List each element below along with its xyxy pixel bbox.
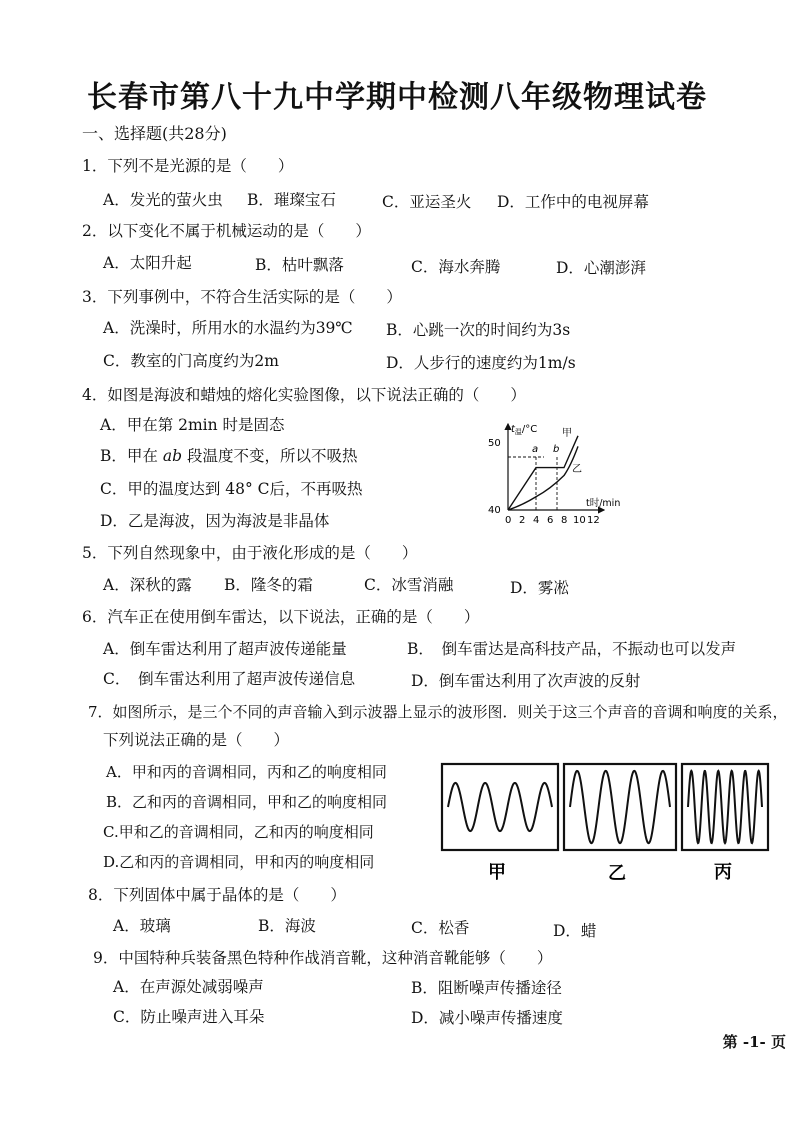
wave-label-yi: 乙 xyxy=(608,863,626,884)
curve-yi xyxy=(508,446,578,510)
graph-xtick-2: 2 xyxy=(519,515,526,526)
page-number: 第 -1- 页 xyxy=(722,1033,786,1051)
q5-option-d[interactable]: D．雾凇 xyxy=(510,579,569,597)
q4-option-b-segment: ab xyxy=(162,447,182,465)
graph-point-b: b xyxy=(553,444,560,455)
waveform-yi xyxy=(570,771,670,843)
q4-option-b-rest: 段温度不变，所以不吸热 xyxy=(186,447,358,465)
q9-option-b[interactable]: B．阻断噪声传播途径 xyxy=(411,979,562,997)
q6-option-d[interactable]: D．倒车雷达利用了次声波的反射 xyxy=(411,672,641,690)
q2-option-b[interactable]: B．枯叶飘落 xyxy=(255,256,344,274)
graph-xtick-12: 12 xyxy=(587,515,600,526)
graph-xtick-6: 6 xyxy=(547,515,554,526)
q4-option-b-prefix: B．甲在 xyxy=(100,447,158,465)
q5-option-a[interactable]: A．深秋的露 xyxy=(103,576,192,594)
graph-label-yi: 乙 xyxy=(572,464,582,475)
melting-graph xyxy=(486,418,636,530)
graph-label-jia: 甲 xyxy=(562,428,572,439)
q8-option-c[interactable]: C．松香 xyxy=(411,919,470,937)
question-6: 6．汽车正在使用倒车雷达，以下说法，正确的是（ ） xyxy=(82,608,480,626)
q4-option-c[interactable]: C．甲的温度达到 48° C后，不再吸热 xyxy=(100,480,363,498)
question-5: 5．下列自然现象中，由于液化形成的是（ ） xyxy=(82,544,418,562)
graph-xtick-4: 4 xyxy=(533,515,540,526)
question-7-line2: 下列说法正确的是（ ） xyxy=(103,731,290,749)
graph-xlabel: t时/min xyxy=(586,498,621,509)
q3-option-c[interactable]: C．教室的门高度约为2m xyxy=(103,352,279,370)
q4-option-b[interactable] xyxy=(100,444,357,466)
q6-option-c[interactable]: C． 倒车雷达利用了超声波传递信息 xyxy=(103,670,356,688)
graph-xtick-0: 0 xyxy=(505,515,512,526)
section-heading: 一、选择题(共28分) xyxy=(82,124,227,143)
q7-option-b[interactable]: B．乙和丙的音调相同，甲和乙的响度相同 xyxy=(106,793,388,811)
graph-xtick-8: 8 xyxy=(561,515,568,526)
q9-option-c[interactable]: C．防止噪声进入耳朵 xyxy=(113,1008,265,1026)
q2-option-d[interactable]: D．心潮澎湃 xyxy=(556,259,646,277)
q8-option-a[interactable]: A．玻璃 xyxy=(113,917,171,935)
waveform-jia xyxy=(448,783,552,831)
question-7: 7．如图所示，是三个不同的声音输入到示波器上显示的波形图．则关于这三个声音的音调和响度的关系， xyxy=(88,703,788,721)
page-title: 长春市第八十九中学期中检测八年级物理试卷 xyxy=(87,80,707,115)
question-2: 2．以下变化不属于机械运动的是（ ） xyxy=(82,222,371,240)
q4-option-a[interactable]: A．甲在第 2min 时是固态 xyxy=(100,416,285,434)
q7-option-d[interactable]: D.乙和丙的音调相同，甲和丙的响度相同 xyxy=(103,853,375,871)
q7-option-c[interactable]: C.甲和乙的音调相同，乙和丙的响度相同 xyxy=(103,823,374,841)
graph-ytick-50: 50 xyxy=(488,438,501,449)
q5-option-c[interactable]: C．冰雪消融 xyxy=(364,576,454,594)
q1-option-c[interactable]: C．亚运圣火 xyxy=(382,193,472,211)
question-8: 8．下列固体中属于晶体的是（ ） xyxy=(88,886,346,904)
q6-option-a[interactable]: A．倒车雷达利用了超声波传递能量 xyxy=(103,640,347,658)
q1-option-d[interactable]: D．工作中的电视屏幕 xyxy=(497,193,649,211)
q4-option-d[interactable]: D．乙是海波，因为海波是非晶体 xyxy=(100,512,330,530)
q9-option-a[interactable]: A．在声源处减弱噪声 xyxy=(113,978,264,996)
q8-option-d[interactable]: D．蜡 xyxy=(553,922,597,940)
question-9: 9．中国特种兵装备黑色特种作战消音靴，这种消音靴能够（ ） xyxy=(93,949,553,967)
q3-option-d[interactable]: D．人步行的速度约为1m/s xyxy=(386,354,576,372)
oscilloscope-waveforms xyxy=(440,762,772,884)
graph-ytick-40: 40 xyxy=(488,505,501,516)
graph-point-a: a xyxy=(532,444,539,455)
question-4: 4．如图是海波和蜡烛的熔化实验图像，以下说法正确的（ ） xyxy=(82,386,526,404)
q1-option-a[interactable]: A．发光的萤火虫 xyxy=(103,191,223,209)
q8-option-b[interactable]: B．海波 xyxy=(258,917,316,935)
q6-option-b[interactable]: B． 倒车雷达是高科技产品，不振动也可以发声 xyxy=(407,640,737,658)
q5-option-b[interactable]: B．隆冬的霜 xyxy=(224,576,313,594)
q3-option-b[interactable]: B．心跳一次的时间约为3s xyxy=(386,321,571,339)
waveform-bing xyxy=(688,771,762,843)
question-3: 3．下列事例中，不符合生活实际的是（ ） xyxy=(82,288,402,306)
q2-option-a[interactable]: A．太阳升起 xyxy=(103,254,192,272)
wave-label-bing: 丙 xyxy=(714,862,732,883)
q7-option-a[interactable]: A．甲和丙的音调相同，丙和乙的响度相同 xyxy=(106,763,387,781)
q2-option-c[interactable]: C．海水奔腾 xyxy=(411,258,501,276)
graph-xticks xyxy=(505,515,600,526)
q1-option-b[interactable]: B．璀璨宝石 xyxy=(247,191,336,209)
q9-option-d[interactable]: D．减小噪声传播速度 xyxy=(411,1009,563,1027)
wave-box-jia xyxy=(442,764,558,850)
graph-xtick-10: 10 xyxy=(573,515,586,526)
wave-label-jia: 甲 xyxy=(488,862,506,883)
graph-ylabel: $t_温/^\circ C$ xyxy=(511,424,538,436)
question-1: 1．下列不是光源的是（ ） xyxy=(82,157,294,175)
q3-option-a[interactable]: A．洗澡时，所用水的水温约为39℃ xyxy=(103,319,353,337)
curve-jia xyxy=(508,436,578,510)
